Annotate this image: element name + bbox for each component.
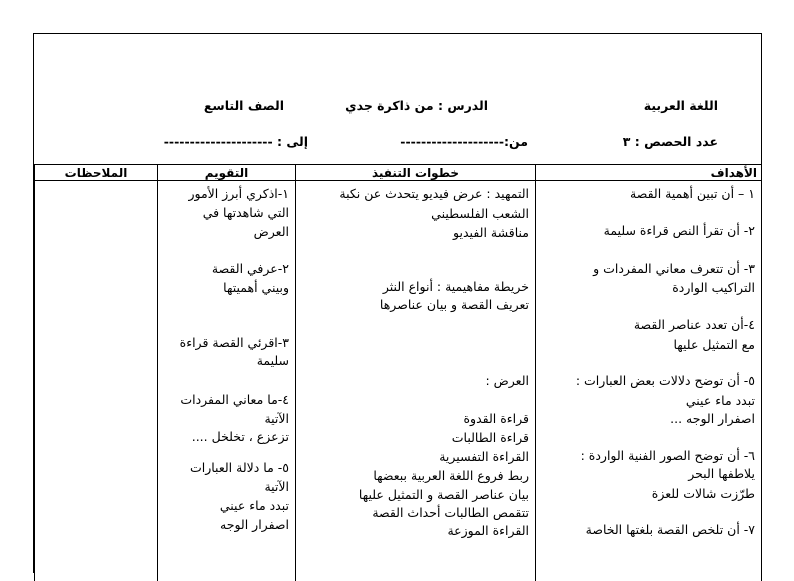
goals-line: اصفرار الوجه ... [670,411,755,426]
goals-line: طرّزت شالات للعزة [652,486,755,501]
steps-cell [296,181,536,581]
steps-line: تتقمص الطالبات أحداث القصة [372,505,529,520]
evaluation-line: التي شاهدتها في [203,205,289,220]
goals-line: ٣- أن تتعرف معاني المفردات و [593,261,755,276]
date-to-field: إلى : --------------------- [164,134,308,149]
goals-line: ٦- أن توضح الصور الفنية الواردة : [581,448,755,463]
evaluation-line: ٥- ما دلالة العبارات [190,460,289,475]
evaluation-line: الآتية [264,411,289,426]
steps-line: مناقشة الفيديو [453,225,529,240]
evaluation-line: ٢-عرفي القصة [212,261,289,276]
notes-header: الملاحظات [35,165,158,181]
evaluation-line: ٤-ما معاني المفردات [180,392,289,407]
goals-line: ٤-أن تعدد عناصر القصة [634,317,755,332]
goals-line: تبدد ماء عيني [686,393,755,408]
subject-label: اللغة العربية [644,98,718,113]
steps-line: التمهيد : عرض فيديو يتحدث عن نكبة [339,186,529,201]
steps-line: الشعب الفلسطيني [431,206,529,221]
evaluation-line: الآتية [264,479,289,494]
steps-line: العرض : [485,373,529,388]
lesson-title: الدرس : من ذاكرة جدي [345,98,488,113]
goals-cell [536,181,762,581]
evaluation-line: تزعزع ، تخلخل .... [192,429,289,444]
evaluation-header: التقويم [158,165,296,181]
lesson-plan-table [34,164,762,581]
goals-header: الأهداف [536,165,762,181]
table-header-row [35,165,762,181]
steps-line: القراءة التفسيرية [439,449,529,464]
steps-line: القراءة الموزعة [447,523,529,538]
goals-line: مع التمثيل عليها [673,337,755,352]
goals-line: ٧- أن تلخص القصة بلغتها الخاصة [586,522,755,537]
evaluation-line: العرض [254,224,289,239]
goals-line: ٥- أن توضح دلالات بعض العبارات : [576,373,755,388]
evaluation-line: اصفرار الوجه [220,517,289,532]
goals-line: ١ – أن تبين أهمية القصة [630,186,755,201]
notes-cell [35,181,158,581]
goals-line: يلاطفها البحر [688,466,755,481]
sessions-count: عدد الحصص : ٣ [623,134,718,149]
evaluation-line: تبدد ماء عيني [220,498,289,513]
steps-line: خريطة مفاهيمية : أنواع النثر [383,279,529,294]
steps-line: ربط فروع اللغة العربية ببعضها [373,468,529,483]
goals-line: ٢- أن تقرأ النص قراءة سليمة [604,223,755,238]
evaluation-line: ١-اذكري أبرز الأمور [188,186,289,201]
evaluation-line: سليمة [257,353,289,368]
evaluation-line: ٣-اقرئي القصة قراءة [180,335,289,350]
steps-line: تعريف القصة و بيان عناصرها [380,297,529,312]
grade-label: الصف التاسع [204,98,284,113]
date-from-field: من:-------------------- [400,134,528,149]
table-row [35,181,762,581]
steps-header: خطوات التنفيذ [296,165,536,181]
steps-line: بيان عناصر القصة و التمثيل عليها [359,487,529,502]
goals-line: التراكيب الواردة [672,280,755,295]
steps-line: قراءة الطالبات [452,430,529,445]
steps-line: قراءة القدوة [464,411,530,426]
evaluation-cell [158,181,296,581]
evaluation-line: وبيني أهميتها [223,280,289,295]
